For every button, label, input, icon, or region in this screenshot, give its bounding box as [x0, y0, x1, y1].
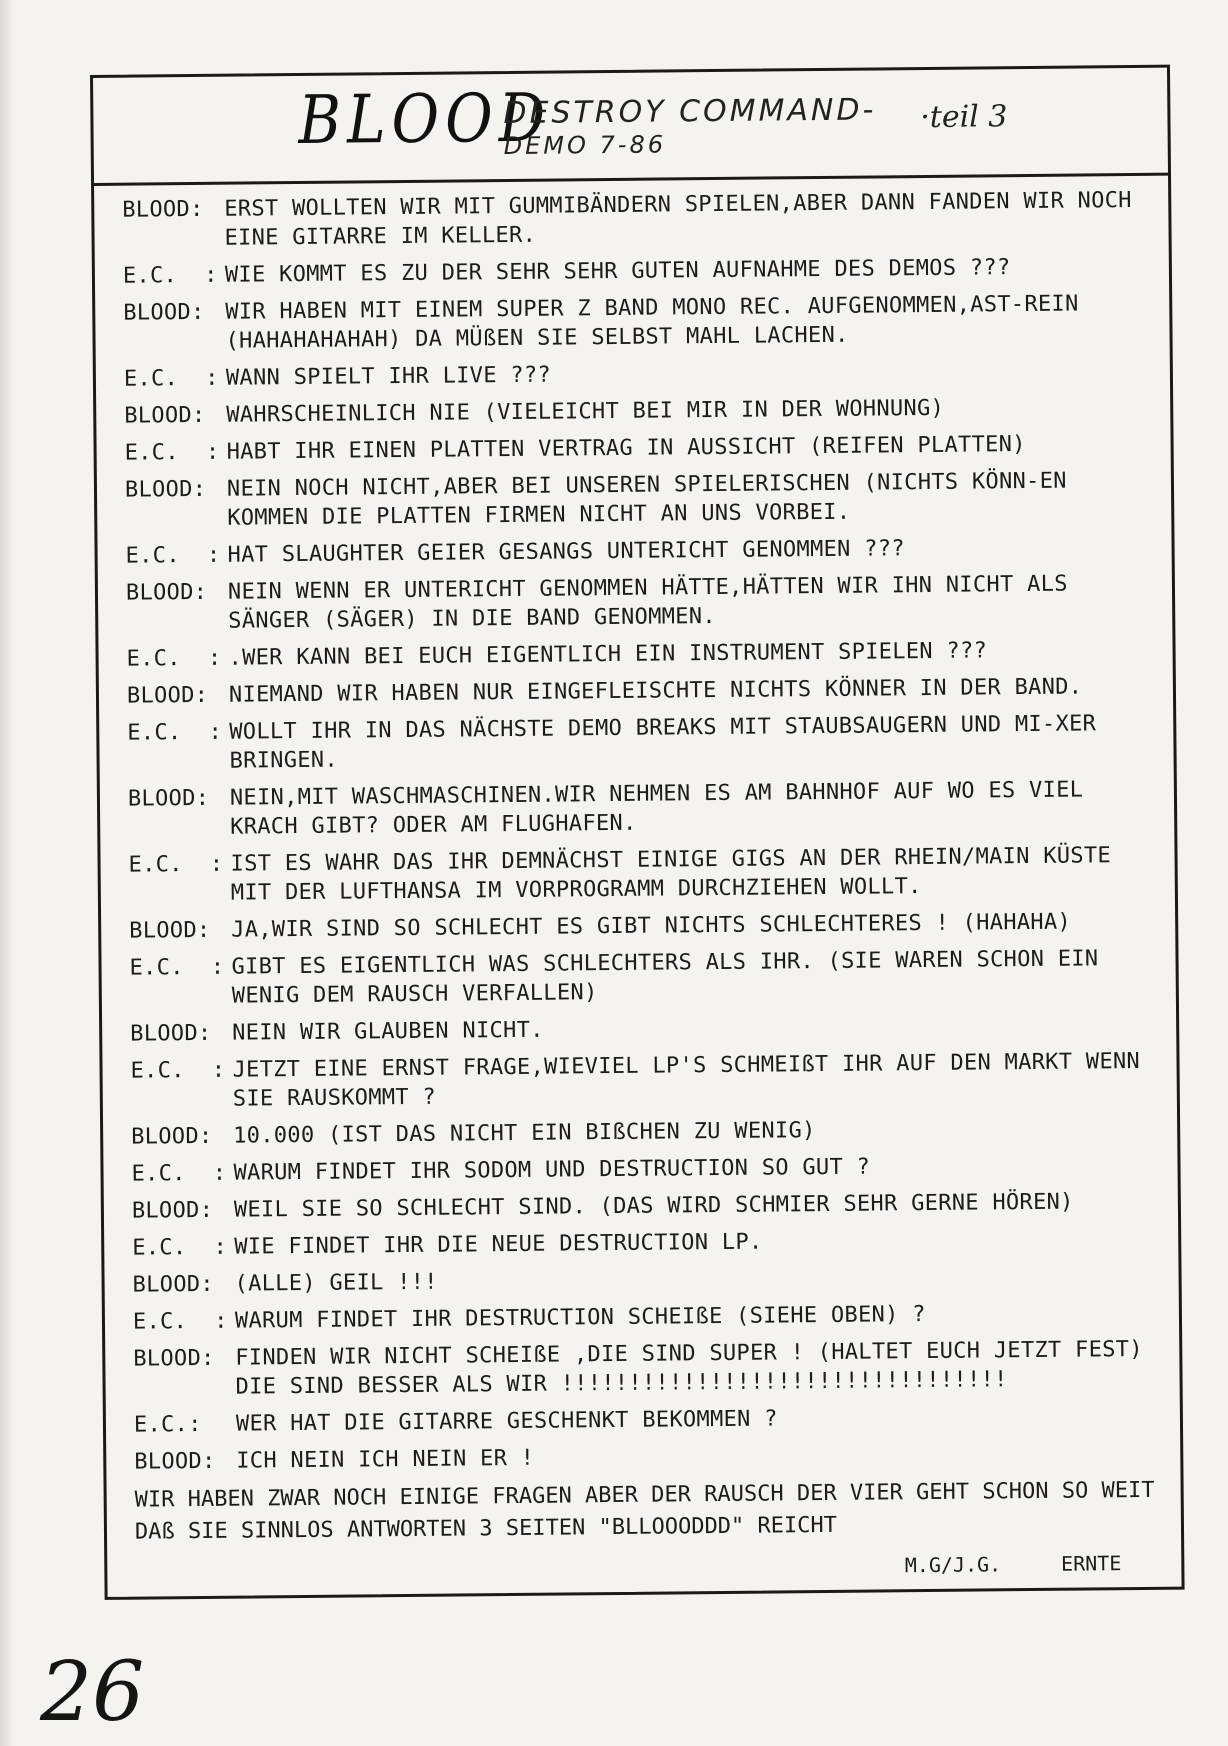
speaker-label: E.C. : — [129, 954, 225, 981]
speaker-label: E.C. : — [125, 542, 221, 569]
speaker-label: BLOOD: — [124, 476, 207, 503]
speaker-label: BLOOD: — [132, 1271, 215, 1298]
speaker-label: E.C. : — [128, 851, 224, 878]
signature — [135, 1551, 1171, 1585]
speaker-label: BLOOD: — [122, 196, 204, 223]
interview-line — [128, 841, 1165, 909]
interview-line — [124, 355, 1160, 394]
header — [93, 68, 1168, 186]
line-text: WIR HABEN MIT EINEM SUPER Z BAND MONO REC. AUFGENOMMEN,AST-REIN (HAHAHAHAHAH) DA MÜßEN SIE SELBST MAHL LACHEN. — [225, 291, 1093, 354]
interview-line — [133, 1298, 1169, 1337]
interview-line — [123, 252, 1159, 291]
speaker-label: BLOOD: — [129, 917, 211, 944]
interview-line — [132, 1224, 1168, 1263]
line-text: ERST WOLLTEN WIR MIT GUMMIBÄNDERN SPIELEN,ABER DANN FANDEN WIR NOCH EINE GITARRE IM KELLER. — [224, 187, 1146, 251]
line-text: WARUM FINDET IHR DESTRUCTION SCHEIßE (SIEHE OBEN) ? — [234, 1302, 926, 1334]
line-text: .WER KANN BEI EUCH EIGENTLICH EIN INSTRUMENT SPIELEN ??? — [228, 638, 988, 671]
line-text: NEIN WIR GLAUBEN NICHT. — [232, 1017, 544, 1046]
interview-line — [129, 944, 1166, 1012]
line-text: NEIN WENN ER UNTERICHT GENOMMEN HÄTTE,HÄTTEN WIR IHN NICHT ALS SÄNGER (SÄGER) IN DIE BAND GENOMMEN. — [227, 571, 1082, 634]
interview-line — [122, 186, 1159, 254]
line-text: WAHRSCHEINLICH NIE (VIELEICHT BEI MIR IN DER WOHNUNG) — [226, 395, 945, 428]
line-text: WARUM FINDET IHR SODOM UND DESTRUCTION SO GUT ? — [233, 1154, 871, 1186]
line-text: FINDEN WIR NICHT SCHEIßE ,DIE SIND SUPER ! (HALTET EUCH JETZT FEST) DIE SIND BESSER ALS WIR !!!!!!!!!!!!!!!!!!!!!!!!!!!!!!!!! — [235, 1336, 1157, 1400]
line-text: NEIN NOCH NICHT,ABER BEI UNSEREN SPIELERISCHEN (NICHTS KÖNN-EN KOMMEN DIE PLATTEN FIRMEN NICHT AN UNS VORBEI. — [226, 468, 1081, 531]
interview-line — [131, 1113, 1167, 1152]
line-text: HAT SLAUGHTER GEIER GESANGS UNTERICHT GENOMMEN ??? — [227, 536, 905, 568]
line-text: WOLLT IHR IN DAS NÄCHSTE DEMO BREAKS MIT STAUBSAUGERN UND MI-XER BRINGEN. — [229, 711, 1110, 774]
interview-line — [124, 429, 1160, 468]
line-text: JETZT EINE ERNST FRAGE,WIEVIEL LP'S SCHMEIßT IHR AUF DEN MARKT WENN SIE RAUSKOMMT ? — [232, 1048, 1154, 1112]
speaker-label: BLOOD: — [125, 579, 208, 606]
signature-authors: M.G/J.G. — [904, 1552, 1002, 1578]
speaker-label: BLOOD: — [126, 682, 209, 709]
demo-title: DESTROY COMMAND- — [503, 92, 877, 132]
speaker-label: BLOOD: — [124, 402, 206, 429]
line-text: WER HAT DIE GITARRE GESCHENKT BEKOMMEN ? — [235, 1406, 778, 1437]
line-text: 10.000 (IST DAS NICHT EIN BIßCHEN ZU WENIG) — [233, 1118, 816, 1149]
band-logo: BLOOD — [298, 78, 552, 160]
line-text: NEIN,MIT WASCHMASCHINEN.WIR NEHMEN ES AM BAHNHOF AUF WO ES VIEL KRACH GIBT? ODER AM FLUGHAFEN. — [229, 777, 1097, 840]
interview-line — [130, 1010, 1166, 1049]
speaker-label: BLOOD: — [133, 1345, 215, 1372]
speaker-label: E.C. : — [132, 1308, 228, 1335]
interview-body — [122, 186, 1171, 1585]
speaker-label: E.C.: — [133, 1411, 202, 1438]
line-text: (ALLE) GEIL !!! — [234, 1269, 438, 1297]
interview-line — [127, 709, 1164, 777]
line-text: WANN SPIELT IHR LIVE ??? — [225, 362, 552, 391]
interview-line — [126, 635, 1162, 674]
page-number: 26 — [40, 1645, 145, 1740]
interview-line — [133, 1335, 1170, 1403]
line-text: GIBT ES EIGENTLICH WAS SCHLECHTERS ALS IHR. (SIE WAREN SCHON EIN WENIG DEM RAUSCH VERFALLEN) — [231, 946, 1113, 1009]
line-text: WEIL SIE SO SCHLECHT SIND. (DAS WIRD SCHMIER SEHR GERNE HÖREN) — [233, 1189, 1074, 1223]
line-text: IST ES WAHR DAS IHR DEMNÄCHST EINIGE GIGS AN DER RHEIN/MAIN KÜSTE MIT DER LUFTHANSA IM VORPROGRAMM DURCHZIEHEN WOLLT. — [230, 843, 1125, 906]
closing-note: WIR HABEN ZWAR NOCH EINIGE FRAGEN ABER DER RAUSCH DER VIER GEHT SCHON SO WEIT DAß SIE SINNLOS ANTWORTEN 3 SEITEN "BLLOOODDD" REICHT — [134, 1477, 1168, 1545]
line-text: NIEMAND WIR HABEN NUR EINGEFLEISCHTE NICHTS KÖNNER IN DER BAND. — [228, 674, 1083, 708]
interview-line — [130, 1047, 1167, 1115]
speaker-label: BLOOD: — [131, 1197, 214, 1224]
speaker-label: E.C. : — [126, 645, 222, 672]
interview-line — [131, 1150, 1167, 1189]
speaker-label: BLOOD: — [134, 1448, 216, 1475]
page-edge — [0, 0, 14, 1746]
line-text: ICH NEIN ICH NEIN ER ! — [236, 1445, 535, 1474]
line-text: WIE KOMMT ES ZU DER SEHR SEHR GUTEN AUFNAHME DES DEMOS ??? — [224, 255, 1011, 288]
interview-frame — [90, 65, 1185, 1600]
interview-line — [123, 289, 1160, 357]
interview-line — [129, 907, 1165, 946]
speaker-label: BLOOD: — [123, 299, 205, 326]
interview-line — [132, 1261, 1168, 1300]
speaker-label: E.C. : — [122, 262, 218, 289]
line-text: WIE FINDET IHR DIE NEUE DESTRUCTION LP. — [234, 1229, 763, 1260]
speaker-label: BLOOD: — [127, 785, 210, 812]
demo-date: DEMO 7-86 — [503, 130, 667, 161]
interview-line — [127, 672, 1163, 711]
part-label: ·teil 3 — [920, 99, 1008, 136]
interview-line — [132, 1187, 1168, 1226]
interview-line — [128, 775, 1165, 843]
interview-line — [134, 1438, 1170, 1477]
line-text: HABT IHR EINEN PLATTEN VERTRAG IN AUSSICHT (REIFEN PLATTEN) — [226, 432, 1026, 465]
interview-line — [126, 569, 1163, 637]
speaker-label: BLOOD: — [131, 1123, 213, 1150]
speaker-label: E.C. : — [130, 1057, 226, 1084]
interview-line — [125, 532, 1161, 571]
line-text: JA,WIR SIND SO SCHLECHT ES GIBT NICHTS SCHLECHTERES ! (HAHAHA) — [231, 909, 1072, 943]
interview-line — [125, 466, 1162, 534]
speaker-label: E.C. : — [132, 1234, 228, 1261]
speaker-label: E.C. : — [131, 1160, 227, 1187]
speaker-label: E.C. : — [123, 365, 219, 392]
speaker-label: E.C. : — [127, 719, 223, 746]
speaker-label: E.C. : — [124, 439, 220, 466]
signature-name: ERNTE — [1061, 1551, 1122, 1576]
speaker-label: BLOOD: — [130, 1020, 212, 1047]
interview-line — [124, 392, 1160, 431]
interview-line — [134, 1401, 1170, 1440]
